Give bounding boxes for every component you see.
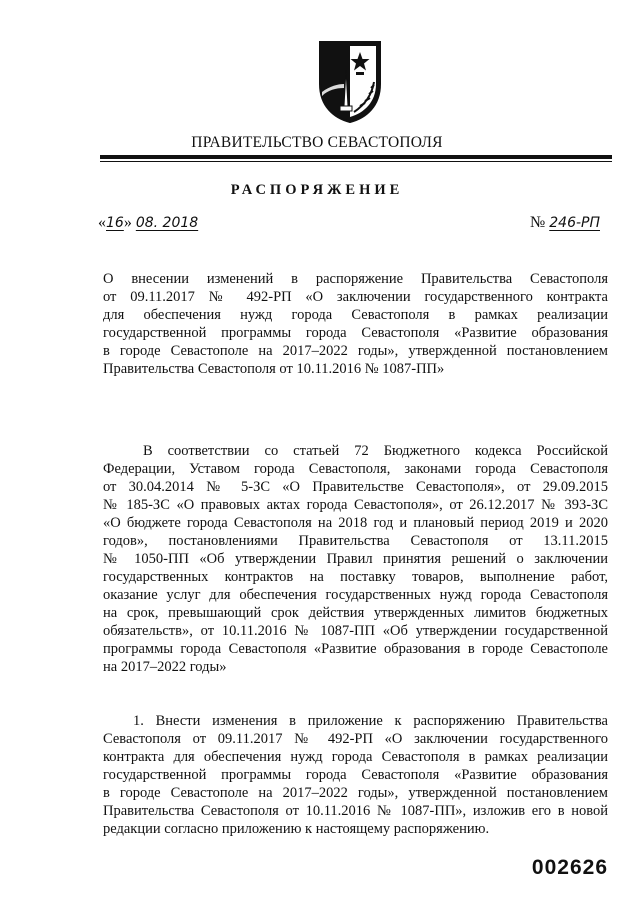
date-month-year: 08. 2018 <box>135 215 199 231</box>
preamble-line: на 2017–2022 годы» <box>103 659 227 675</box>
preamble-line: № 185-ЗС «О правовых актах города Севастополя», от 26.12.2017 № 393-ЗС <box>103 497 608 513</box>
title-line: государственной программы города Севастополя «Развитие образования <box>103 325 608 341</box>
item-1-line: Севастополя от 09.11.2017 № 492-РП «О заключении государственного <box>103 731 608 747</box>
number-sign: № <box>529 214 546 231</box>
item-1-paragraph <box>103 712 608 838</box>
preamble-line: № 1050-ПП «Об утверждении Правил принятия решений о заключении <box>103 551 608 567</box>
preamble-line: оказание услуг для обеспечения государственных нужд города Севастополя <box>103 587 608 603</box>
preamble-line: годов», постановлениями Правительства Севастополя от 13.11.2015 <box>103 533 608 549</box>
page-serial-number: 002626 <box>531 856 608 879</box>
preamble-line: В соответствии со статьей 72 Бюджетного кодекса Российской <box>143 443 608 459</box>
document-title <box>103 270 608 378</box>
date-close-quote: » <box>123 214 132 231</box>
government-title: ПРАВИТЕЛЬСТВО СЕВАСТОПОЛЯ <box>191 134 443 151</box>
item-1-line: редакции согласно приложению к настоящему распоряжению. <box>103 821 490 837</box>
preamble-line: Федерации, Уставом города Севастополя, законами города Севастополя <box>103 461 608 477</box>
title-line: О внесении изменений в распоряжение Правительства Севастополя <box>103 271 608 287</box>
preamble-line: государственных контрактов на поставку товаров, выполнение работ, <box>103 569 608 585</box>
preamble-line: «О бюджете города Севастополя на 2018 год и плановый период 2019 и 2020 <box>103 515 608 531</box>
document-type: РАСПОРЯЖЕНИЕ <box>230 182 404 198</box>
number-value: 246-РП <box>549 215 600 231</box>
document-number <box>530 214 600 232</box>
date-day: 16 <box>106 215 124 231</box>
item-1-line: государственной программы города Севастополя «Развитие образования <box>103 767 608 783</box>
header-rule-thick <box>100 155 612 159</box>
item-1-line: Правительства Севастополя от 10.11.2016 № 1087-ПП», изложив его в новой <box>103 803 608 819</box>
title-line: для обеспечения нужд города Севастополя в рамках реализации <box>103 307 608 323</box>
sevastopol-coat-of-arms-icon <box>316 40 384 124</box>
document-date <box>98 214 198 232</box>
preamble-line: на срок, превышающий срок действия утвержденных лимитов бюджетных <box>103 605 608 621</box>
preamble-line: обязательств», от 10.11.2016 № 1087-ПП «Об утверждении государственной <box>103 623 608 639</box>
title-line: от 09.11.2017 № 492-РП «О заключении государственного контракта <box>103 289 608 305</box>
date-open-quote: « <box>98 214 106 231</box>
item-1-line: контракта для обеспечения нужд города Севастополя в рамках реализации <box>103 749 608 765</box>
preamble-line: программы города Севастополя «Развитие образования в городе Севастополе <box>103 641 608 657</box>
item-1-line: в городе Севастополе на 2017–2022 годы», утвержденной постановлением <box>103 785 608 801</box>
title-line: Правительства Севастополя от 10.11.2016 № 1087-ПП» <box>103 361 445 377</box>
header-rule-thin <box>100 161 612 162</box>
item-1-line: 1. Внести изменения в приложение к распоряжению Правительства <box>133 713 608 729</box>
title-line: в городе Севастополе на 2017–2022 годы», утвержденной постановлением <box>103 343 608 359</box>
preamble-line: от 30.04.2014 № 5-ЗС «О Правительстве Севастополя», от 29.09.2015 <box>103 479 608 495</box>
preamble-paragraph <box>103 442 608 676</box>
